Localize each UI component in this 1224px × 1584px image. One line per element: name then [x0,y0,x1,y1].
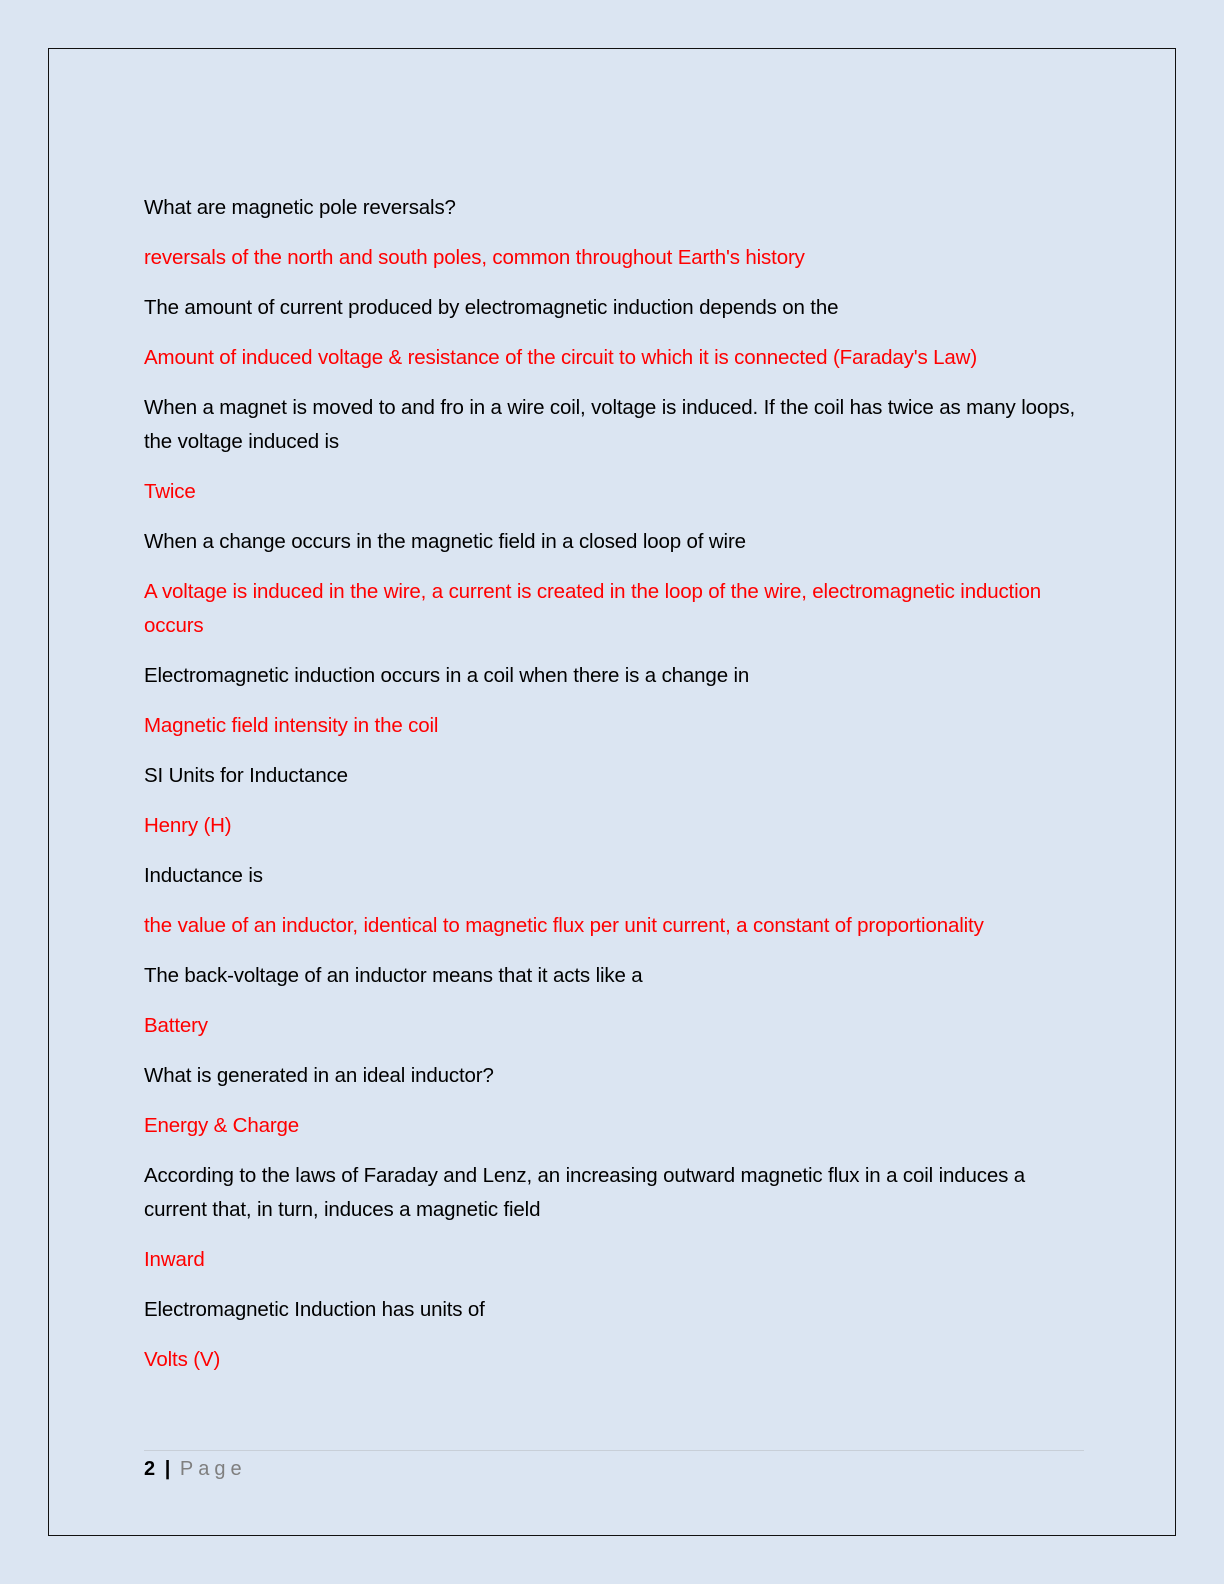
question-text: SI Units for Inductance [144,764,348,787]
answer-text: the value of an inductor, identical to magnetic flux per unit current, a constant of proportionality [144,914,984,937]
question-text: The amount of current produced by electromagnetic induction depends on the [144,296,839,319]
answer-text: Henry (H) [144,814,232,837]
answer-text: Amount of induced voltage & resistance of the circuit to which it is connected (Faraday's Law) [144,346,978,369]
question-text: Electromagnetic Induction has units of [144,1298,485,1321]
question-text: What is generated in an ideal inductor? [144,1064,494,1087]
answer-text: Twice [144,480,196,503]
answer-text: reversals of the north and south poles, common throughout Earth's history [144,246,805,269]
page-label: Page [179,1458,247,1480]
answer-text: Battery [144,1014,208,1037]
answer-text: A voltage is induced in the wire, a current is created in the loop of the wire, electromagnetic induction occurs [144,580,1042,637]
question-text: According to the laws of Faraday and Lenz, an increasing outward magnetic flux in a coil induces a current that, in turn, induces a magnetic field [144,1164,1025,1221]
document-body [144,191,1084,1393]
question-text: Electromagnetic induction occurs in a coil when there is a change in [144,664,750,687]
page-footer [144,1456,247,1482]
footer-divider [144,1450,1084,1451]
question-text: When a change occurs in the magnetic field in a closed loop of wire [144,530,746,553]
question-text: When a magnet is moved to and fro in a wire coil, voltage is induced. If the coil has twice as many loops, the voltage induced is [144,396,1075,453]
answer-text: Energy & Charge [144,1114,300,1137]
answer-text: Inward [144,1248,205,1271]
question-text: What are magnetic pole reversals? [144,196,456,219]
question-text: The back-voltage of an inductor means that it acts like a [144,964,643,987]
answer-text: Magnetic field intensity in the coil [144,714,439,737]
answer-text: Volts (V) [144,1348,221,1371]
page-number: 2 [144,1458,156,1480]
question-text: Inductance is [144,864,263,887]
footer-separator: | [164,1458,171,1480]
